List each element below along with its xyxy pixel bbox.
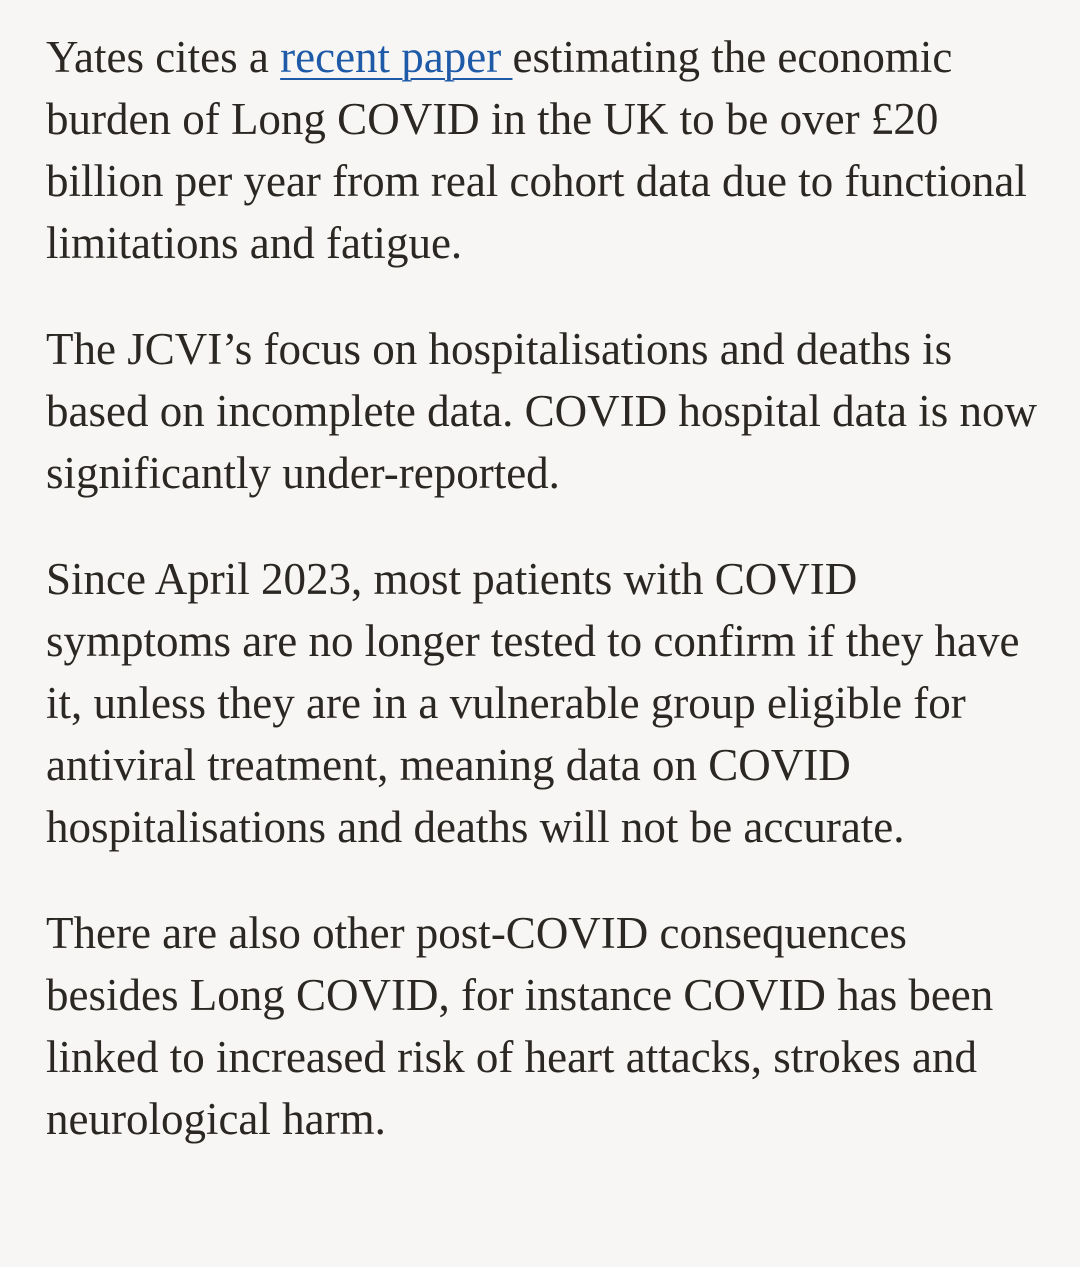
recent-paper-link[interactable]: recent paper xyxy=(280,32,513,82)
paragraph-post-covid: There are also other post-COVID consequences besides Long COVID, for instance COVID has been linked to increased risk of heart attacks, strokes and neurological harm. xyxy=(46,908,994,1144)
paragraph-economic-burden xyxy=(46,26,1046,274)
article-body xyxy=(46,26,1046,1194)
paragraph-text: Yates cites a xyxy=(46,32,281,82)
paragraph-jcvi-focus: The JCVI’s focus on hospitalisations and deaths is based on incomplete data. COVID hospital data is now significantly under-reported. xyxy=(46,324,1038,498)
paragraph-text: estimating the economic burden of Long COVID in the UK to be over £20 billion per year from real cohort data due to functional limitations and fatigue. xyxy=(46,32,1027,268)
paragraph-testing: Since April 2023, most patients with COVID symptoms are no longer tested to confirm if they have it, unless they are in a vulnerable group eligible for antiviral treatment, meaning data on COVID hospitalisations and deaths will not be accurate. xyxy=(46,554,1020,852)
